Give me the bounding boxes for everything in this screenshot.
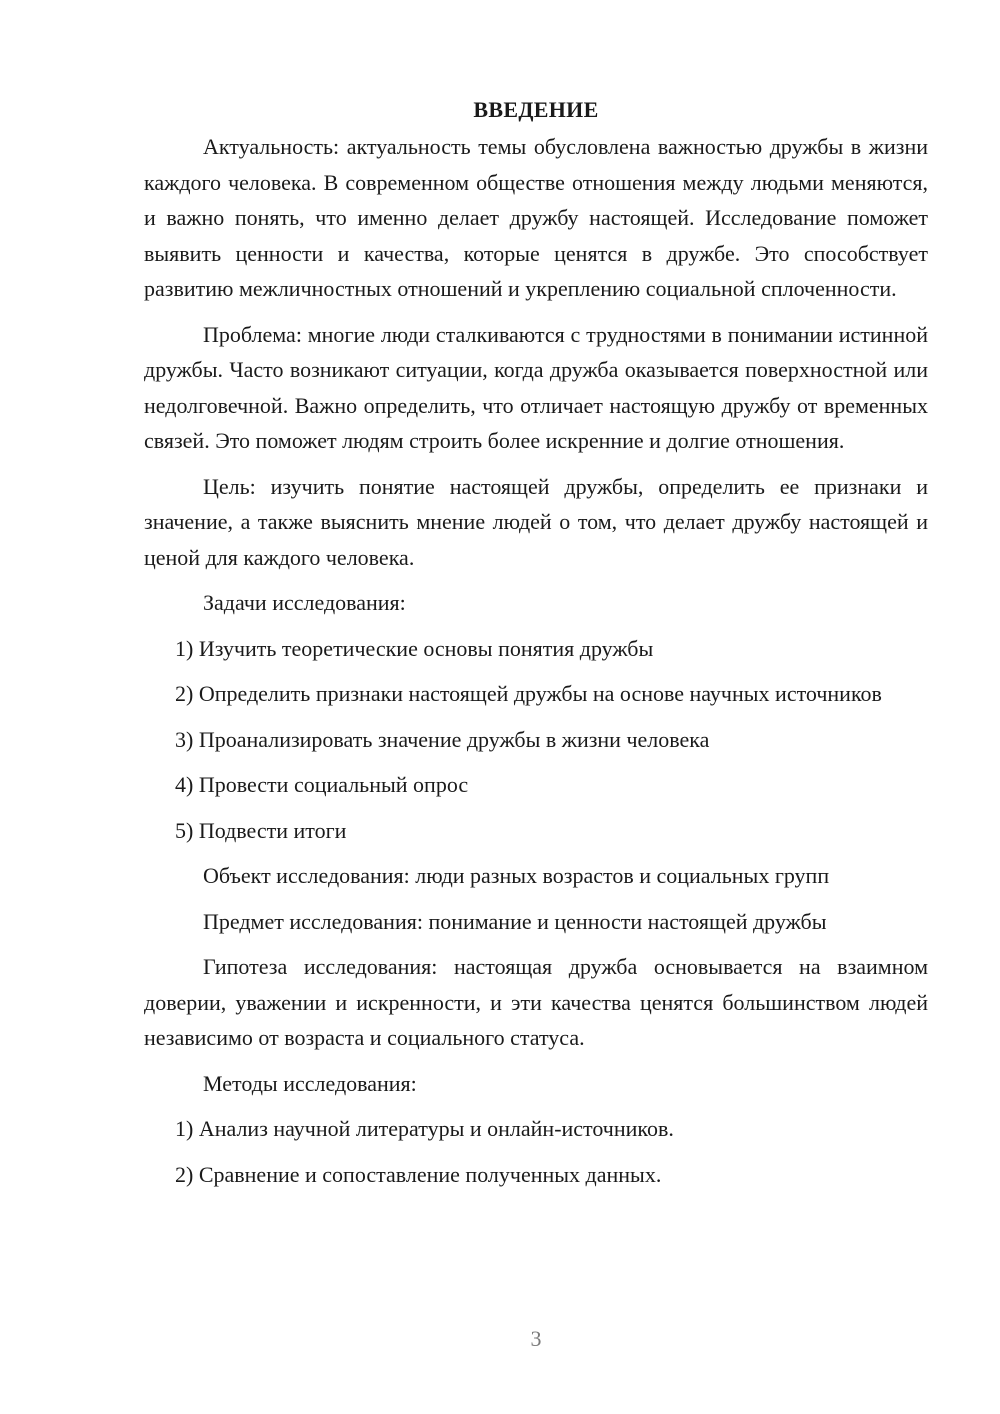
task-item-5: 5) Подвести итоги	[175, 817, 347, 843]
task-item-2: 2) Определить признаки настоящей дружбы на основе научных источников	[175, 681, 882, 706]
subject-line: Предмет исследования: понимание и ценности настоящей дружбы	[203, 908, 827, 934]
relevance-paragraph: Актуальность: актуальность темы обусловлена важностью дружбы в жизни каждого человека. В современном обществе отношения между людьми меняются, и важно понять, что именно делает дружбу настоящей. Исследование поможет выявить ценности и качества, которые ценятся в дружбе. Это способствует развитию межличностных отношений и укреплению социальной сплоченности.	[144, 134, 928, 301]
page-title: ВВЕДЕНИЕ	[473, 97, 599, 122]
goal-paragraph: Цель: изучить понятие настоящей дружбы, определить ее признаки и значение, а также выяснить мнение людей о том, что делает дружбу настоящей и ценой для каждого человека.	[144, 473, 928, 570]
page-number: 3	[530, 1326, 542, 1351]
task-item-4: 4) Провести социальный опрос	[175, 772, 469, 797]
method-item-1: 1) Анализ научной литературы и онлайн-источников.	[175, 1116, 674, 1141]
problem-paragraph: Проблема: многие люди сталкиваются с трудностями в понимании истинной дружбы. Часто возникают ситуации, когда дружба оказывается поверхностной или недолговечной. Важно определить, что отличает настоящую дружбу от временных связей. Это поможет людям строить более искренние и долгие отношения.	[144, 321, 928, 453]
tasks-heading: Задачи исследования:	[203, 590, 406, 615]
page-content	[144, 94, 928, 1202]
object-line: Объект исследования: люди разных возрастов и социальных групп	[203, 863, 830, 888]
methods-heading: Методы исследования:	[203, 1070, 417, 1096]
task-item-3: 3) Проанализировать значение дружбы в жизни человека	[175, 726, 710, 752]
task-item-1: 1) Изучить теоретические основы понятия дружбы	[175, 635, 654, 661]
method-item-2: 2) Сравнение и сопоставление полученных данных.	[175, 1161, 662, 1187]
hypothesis-paragraph: Гипотеза исследования: настоящая дружба основывается на взаимном доверии, уважении и искренности, и эти качества ценятся большинством людей независимо от возраста и социального статуса.	[144, 954, 928, 1050]
